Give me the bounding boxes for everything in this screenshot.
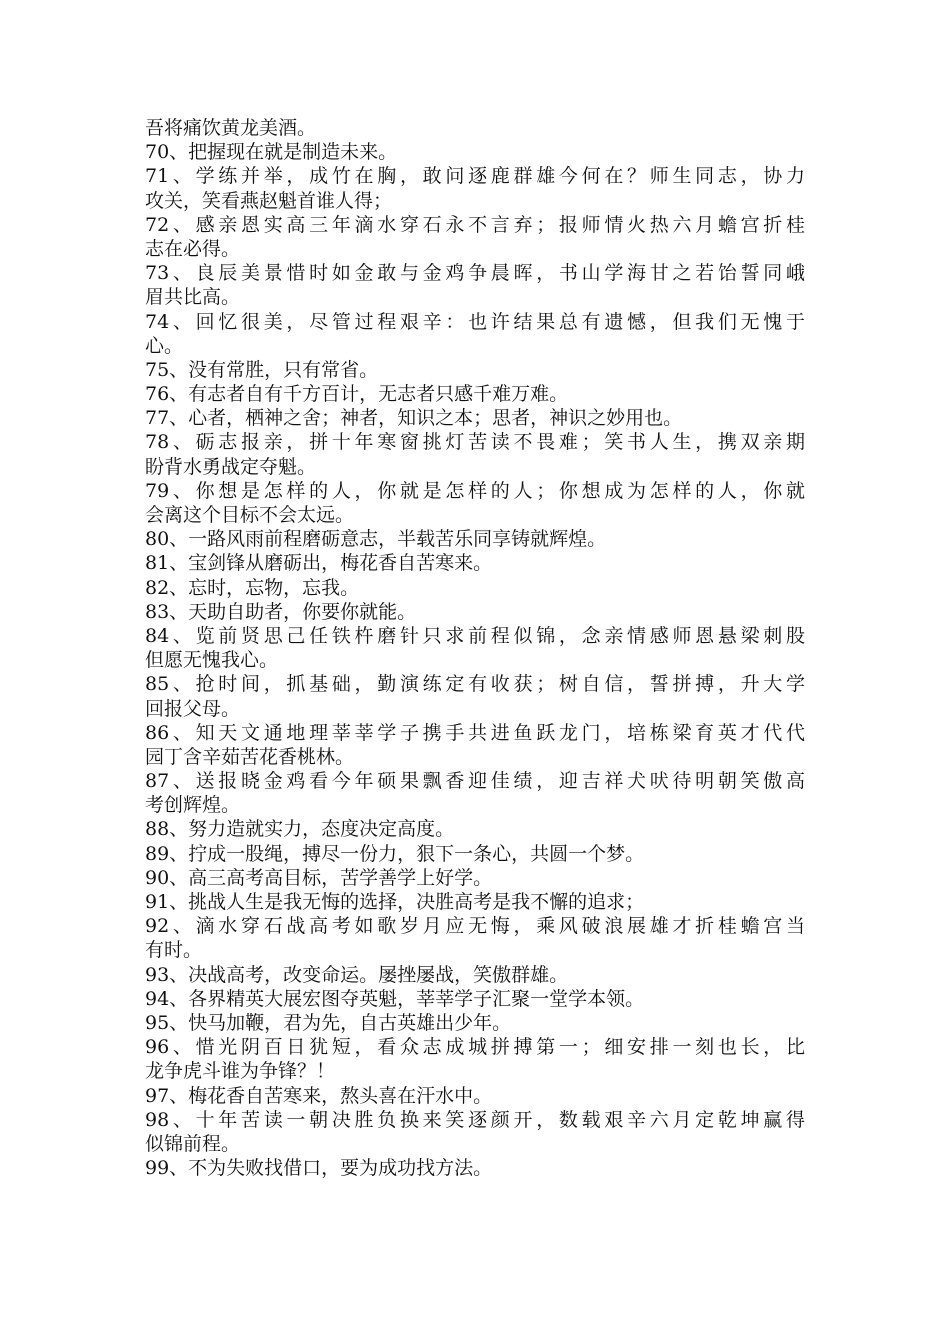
text-line: 80、一路风雨前程磨砺意志，半载苦乐同享铸就辉煌。 bbox=[145, 528, 607, 551]
text-line: 96、惜光阴百日犹短，看众志成城拼搏第一；细安排一刻也长，比 bbox=[145, 1036, 805, 1059]
text-line: 考创辉煌。 bbox=[145, 794, 241, 817]
text-line: 71、学练并举，成竹在胸，敢问逐鹿群雄今何在？师生同志，协力 bbox=[145, 165, 805, 188]
text-line: 92、滴水穿石战高考如歌岁月应无悔，乘风破浪展雄才折桂蟾宫当 bbox=[145, 915, 805, 938]
text-line: 75、没有常胜，只有常省。 bbox=[145, 358, 379, 381]
text-line: 但愿无愧我心。 bbox=[145, 649, 279, 672]
text-line: 97、梅花香自苦寒来，熬头喜在汗水中。 bbox=[145, 1084, 493, 1107]
text-line: 83、天助自助者，你要你就能。 bbox=[145, 600, 417, 623]
text-line: 84、览前贤思己任铁杵磨针只求前程似锦，念亲情感师恩悬梁刺股 bbox=[145, 624, 805, 647]
text-line: 90、高三高考高目标，苦学善学上好学。 bbox=[145, 866, 493, 889]
text-line: 86、知天文通地理莘莘学子携手共进鱼跃龙门，培栋梁育英才代代 bbox=[145, 721, 805, 744]
text-line: 89、拧成一股绳，搏尽一份力，狠下一条心，共圆一个梦。 bbox=[145, 842, 645, 865]
text-line: 93、决战高考，改变命运。屡挫屡战，笑傲群雄。 bbox=[145, 963, 569, 986]
text-line: 园丁含辛茹苦花香桃林。 bbox=[145, 745, 355, 768]
text-line: 95、快马加鞭，君为先，自古英雄出少年。 bbox=[145, 1011, 512, 1034]
text-line: 73、良辰美景惜时如金敢与金鸡争晨晖，书山学海甘之若饴誓同峨 bbox=[145, 262, 805, 285]
text-line: 攻关，笑看燕赵魁首谁人得； bbox=[145, 189, 393, 212]
text-line: 盼背水勇战定夺魁。 bbox=[145, 455, 317, 478]
text-line: 76、有志者自有千方百计，无志者只感千难万难。 bbox=[145, 383, 569, 406]
text-line: 82、忘时，忘物，忘我。 bbox=[145, 576, 360, 599]
text-line: 88、努力造就实力，态度决定高度。 bbox=[145, 818, 455, 841]
document-body bbox=[145, 116, 805, 1180]
text-line: 81、宝剑锋从磨砺出，梅花香自苦寒来。 bbox=[145, 552, 493, 575]
text-line: 70、把握现在就是制造未来。 bbox=[145, 141, 398, 164]
text-line: 94、各界精英大展宏图夺英魁，莘莘学子汇聚一堂学本领。 bbox=[145, 987, 645, 1010]
text-line: 眉共比高。 bbox=[145, 286, 241, 309]
text-line: 有时。 bbox=[145, 939, 203, 962]
text-line: 会离这个目标不会太远。 bbox=[145, 504, 355, 526]
text-line: 74、回忆很美，尽管过程艰辛：也许结果总有遗憾，但我们无愧于 bbox=[145, 310, 805, 333]
text-line: 85、抢时间，抓基础，勤演练定有收获；树自信，誓拼搏，升大学 bbox=[145, 673, 805, 696]
text-line: 99、不为失败找借口，要为成功找方法。 bbox=[145, 1157, 493, 1180]
text-line: 志在必得。 bbox=[145, 237, 241, 260]
text-line: 77、心者，栖神之舍；神者，知识之本；思者，神识之妙用也。 bbox=[145, 407, 683, 430]
text-line: 72、感亲恩实高三年滴水穿石永不言弃；报师情火热六月蟾宫折桂 bbox=[145, 213, 805, 236]
text-line: 98、十年苦读一朝决胜负换来笑逐颜开，数载艰辛六月定乾坤赢得 bbox=[145, 1108, 805, 1131]
text-line: 心。 bbox=[145, 334, 184, 357]
text-line: 91、挑战人生是我无悔的选择，决胜高考是我不懈的追求； bbox=[145, 891, 645, 913]
text-line: 似锦前程。 bbox=[145, 1132, 241, 1155]
text-line: 79、你想是怎样的人，你就是怎样的人；你想成为怎样的人，你就 bbox=[145, 479, 805, 502]
text-line: 回报父母。 bbox=[145, 697, 241, 720]
text-line: 87、送报晓金鸡看今年硕果飘香迎佳绩，迎吉祥犬吠待明朝笑傲高 bbox=[145, 770, 805, 793]
text-line: 龙争虎斗谁为争锋？！ bbox=[145, 1060, 336, 1083]
text-line: 吾将痛饮黄龙美酒。 bbox=[145, 117, 317, 139]
text-line: 78、砺志报亲，拼十年寒窗挑灯苦读不畏难；笑书人生，携双亲期 bbox=[145, 431, 805, 454]
